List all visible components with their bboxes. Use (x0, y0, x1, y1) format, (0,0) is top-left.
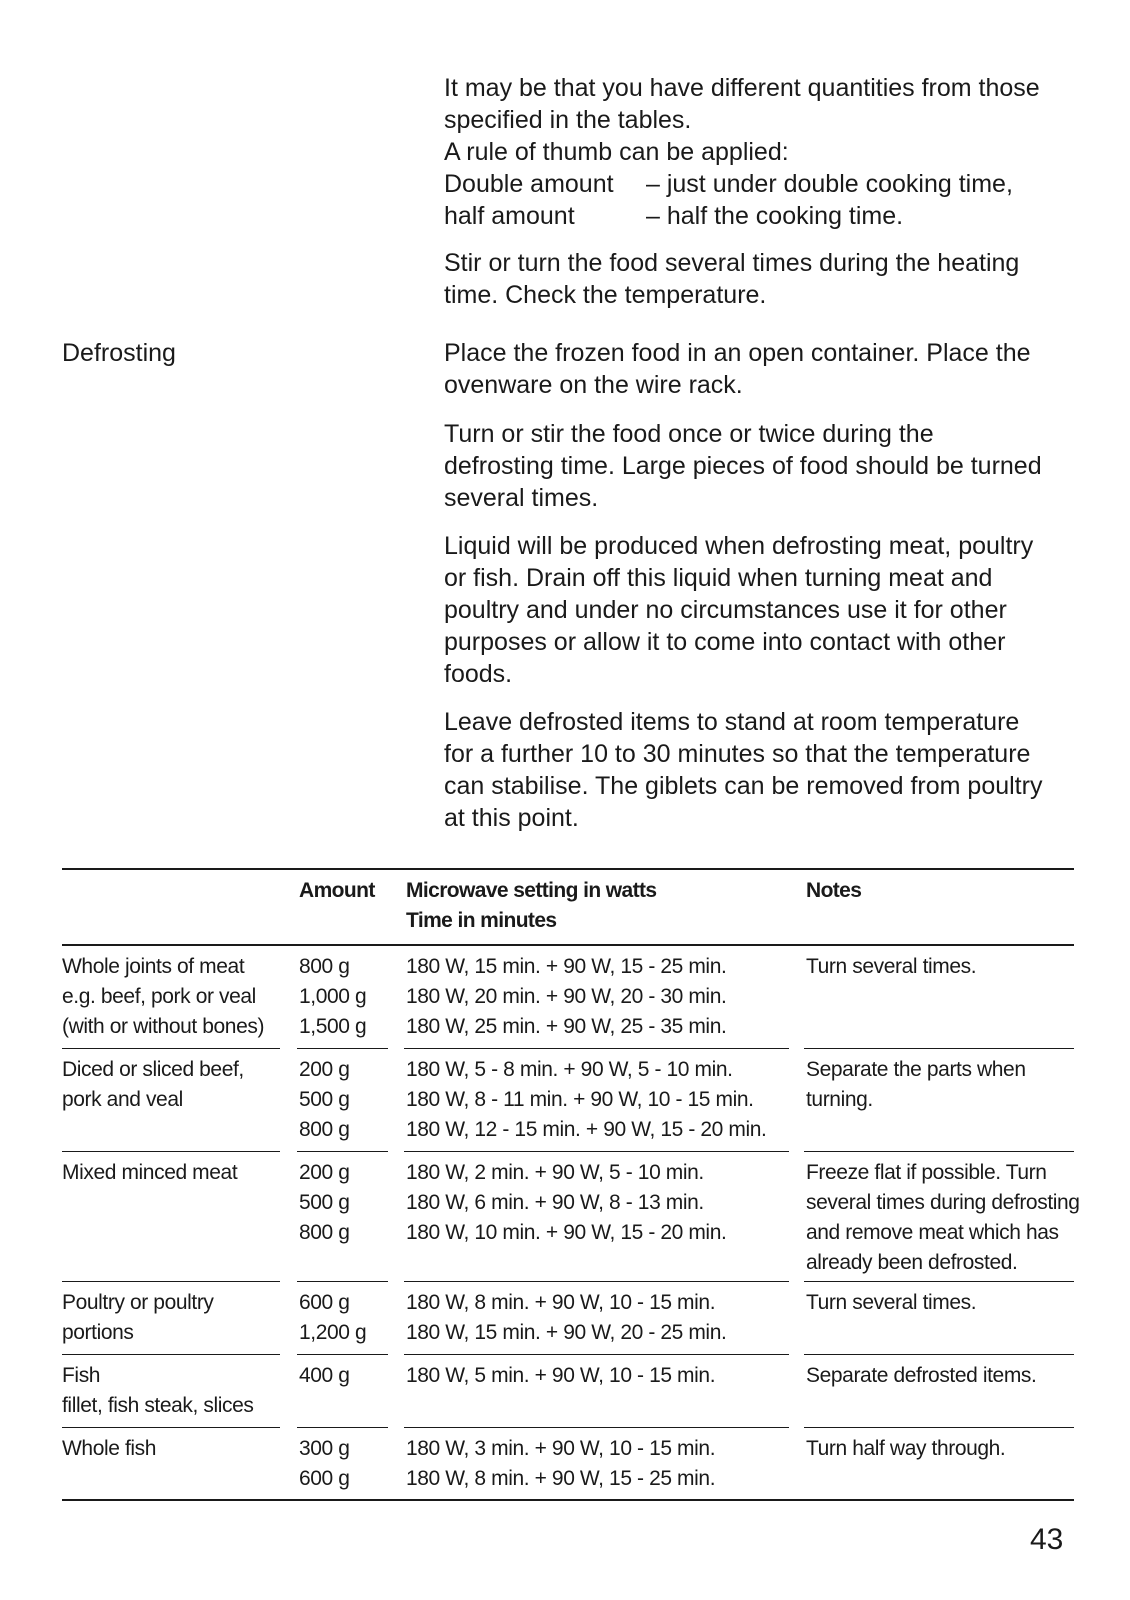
notes-line: Separate defrosted items. (806, 1364, 1037, 1387)
row-separator (404, 1354, 789, 1355)
row-separator (297, 1354, 388, 1355)
paragraph-line: Stir or turn the food several times during the heating (444, 249, 1020, 277)
header-setting-line: Time in minutes (406, 909, 557, 932)
amount-cell (299, 1158, 350, 1248)
setting-cell (406, 1288, 726, 1348)
notes-cell (806, 1055, 1026, 1115)
row-separator (62, 1151, 280, 1152)
setting-line: 180 W, 8 - 11 min. + 90 W, 10 - 15 min. (406, 1088, 754, 1111)
row-separator (804, 1354, 1074, 1355)
food-line: fillet, fish steak, slices (62, 1394, 254, 1417)
paragraph-line: can stabilise. The giblets can be removed from poultry (444, 772, 1043, 800)
setting-line: 180 W, 15 min. + 90 W, 15 - 25 min. (406, 955, 727, 978)
notes-line: several times during defrosting (806, 1191, 1080, 1214)
table-bottom-rule (62, 1499, 1074, 1501)
rule-value: – just under double cooking time, (646, 170, 1013, 198)
notes-cell (806, 1361, 1036, 1391)
amount-line: 1,200 g (299, 1321, 367, 1344)
setting-cell (406, 1434, 715, 1494)
setting-line: 180 W, 5 min. + 90 W, 10 - 15 min. (406, 1364, 716, 1387)
notes-line: Turn half way through. (806, 1437, 1006, 1460)
amount-cell (299, 1361, 350, 1391)
food-line: portions (62, 1321, 134, 1344)
food-cell (62, 1361, 254, 1421)
header-setting (406, 876, 656, 936)
paragraph-line: time. Check the temperature. (444, 281, 767, 309)
row-separator (404, 1151, 789, 1152)
food-cell (62, 1288, 214, 1348)
setting-line: 180 W, 10 min. + 90 W, 15 - 20 min. (406, 1221, 727, 1244)
notes-line: turning. (806, 1088, 873, 1111)
amount-line: 200 g (299, 1058, 350, 1081)
food-cell (62, 1434, 156, 1464)
intro-line: A rule of thumb can be applied: (444, 138, 789, 166)
paragraph-line: several times. (444, 484, 599, 512)
header-setting-line: Microwave setting in watts (406, 879, 657, 902)
food-line: Mixed minced meat (62, 1161, 238, 1184)
intro-line: specified in the tables. (444, 106, 692, 134)
row-separator (804, 1281, 1074, 1282)
setting-line: 180 W, 8 min. + 90 W, 10 - 15 min. (406, 1291, 716, 1314)
defrost-paragraph-1 (444, 337, 1084, 401)
amount-line: 800 g (299, 1221, 350, 1244)
setting-line: 180 W, 2 min. + 90 W, 5 - 10 min. (406, 1161, 704, 1184)
setting-line: 180 W, 15 min. + 90 W, 20 - 25 min. (406, 1321, 727, 1344)
paragraph-line: foods. (444, 660, 513, 688)
rule-double (444, 168, 1084, 200)
row-separator (297, 1151, 388, 1152)
paragraph-line: Turn or stir the food once or twice during the (444, 420, 934, 448)
notes-line: Freeze flat if possible. Turn (806, 1161, 1047, 1184)
row-separator (297, 1281, 388, 1282)
setting-cell (406, 1158, 726, 1248)
header-bottom-rule (62, 944, 1074, 946)
amount-line: 300 g (299, 1437, 350, 1460)
row-separator (404, 1048, 789, 1049)
food-cell (62, 1158, 237, 1188)
notes-line: already been defrosted. (806, 1251, 1018, 1274)
setting-cell (406, 1055, 766, 1145)
setting-line: 180 W, 6 min. + 90 W, 8 - 13 min. (406, 1191, 704, 1214)
paragraph-line: Leave defrosted items to stand at room temperature (444, 708, 1020, 736)
setting-line: 180 W, 3 min. + 90 W, 10 - 15 min. (406, 1437, 716, 1460)
food-line: e.g. beef, pork or veal (62, 985, 256, 1008)
notes-cell (806, 1158, 1080, 1278)
amount-cell (299, 1434, 350, 1494)
amount-line: 1,000 g (299, 985, 367, 1008)
setting-cell (406, 1361, 715, 1391)
paragraph-line: ovenware on the wire rack. (444, 371, 743, 399)
notes-cell (806, 1288, 976, 1318)
food-cell (62, 952, 264, 1042)
defrost-paragraph-4 (444, 706, 1084, 834)
paragraph-line: Place the frozen food in an open container. Place the (444, 339, 1031, 367)
paragraph-line: defrosting time. Large pieces of food should be turned (444, 452, 1042, 480)
row-separator (804, 1048, 1074, 1049)
food-cell (62, 1055, 244, 1115)
table-top-rule (62, 868, 1074, 870)
food-line: Fish (62, 1364, 101, 1387)
row-separator (62, 1281, 280, 1282)
setting-line: 180 W, 8 min. + 90 W, 15 - 25 min. (406, 1467, 716, 1490)
food-line: pork and veal (62, 1088, 183, 1111)
header-notes: Notes (806, 879, 862, 902)
notes-cell (806, 1434, 1005, 1464)
intro-line: It may be that you have different quantities from those (444, 74, 1040, 102)
notes-line: Turn several times. (806, 1291, 977, 1314)
defrost-paragraph-2 (444, 418, 1084, 514)
food-line: Whole fish (62, 1437, 157, 1460)
food-line: (with or without bones) (62, 1015, 265, 1038)
notes-line: and remove meat which has (806, 1221, 1059, 1244)
row-separator (804, 1427, 1074, 1428)
setting-line: 180 W, 12 - 15 min. + 90 W, 15 - 20 min. (406, 1118, 767, 1141)
row-separator (404, 1427, 789, 1428)
row-separator (62, 1427, 280, 1428)
notes-line: Separate the parts when (806, 1058, 1026, 1081)
amount-cell (299, 1288, 366, 1348)
row-separator (804, 1151, 1074, 1152)
paragraph-line: at this point. (444, 804, 579, 832)
notes-cell (806, 952, 976, 982)
intro-paragraph (444, 72, 1084, 232)
amount-line: 400 g (299, 1364, 350, 1387)
stir-paragraph (444, 247, 1084, 311)
amount-line: 1,500 g (299, 1015, 367, 1038)
header-amount: Amount (299, 879, 375, 902)
amount-line: 800 g (299, 955, 350, 978)
setting-line: 180 W, 20 min. + 90 W, 20 - 30 min. (406, 985, 727, 1008)
food-line: Diced or sliced beef, (62, 1058, 244, 1081)
row-separator (297, 1048, 388, 1049)
page-number: 43 (1030, 1523, 1064, 1556)
paragraph-line: purposes or allow it to come into contact with other (444, 628, 1006, 656)
paragraph-line: or fish. Drain off this liquid when turning meat and (444, 564, 993, 592)
setting-line: 180 W, 5 - 8 min. + 90 W, 5 - 10 min. (406, 1058, 733, 1081)
defrost-paragraph-3 (444, 530, 1084, 690)
notes-line: Turn several times. (806, 955, 977, 978)
row-separator (404, 1281, 789, 1282)
food-line: Poultry or poultry (62, 1291, 214, 1314)
paragraph-line: for a further 10 to 30 minutes so that the temperature (444, 740, 1031, 768)
rule-label: Double amount (444, 170, 614, 198)
amount-line: 800 g (299, 1118, 350, 1141)
row-separator (62, 1048, 280, 1049)
row-separator (62, 1354, 280, 1355)
rule-half (444, 200, 1084, 232)
row-separator (297, 1427, 388, 1428)
amount-line: 600 g (299, 1291, 350, 1314)
food-line: Whole joints of meat (62, 955, 245, 978)
paragraph-line: poultry and under no circumstances use it for other (444, 596, 1007, 624)
amount-cell (299, 952, 366, 1042)
amount-line: 600 g (299, 1467, 350, 1490)
setting-cell (406, 952, 726, 1042)
paragraph-line: Liquid will be produced when defrosting meat, poultry (444, 532, 1034, 560)
amount-line: 200 g (299, 1161, 350, 1184)
amount-line: 500 g (299, 1088, 350, 1111)
setting-line: 180 W, 25 min. + 90 W, 25 - 35 min. (406, 1015, 727, 1038)
amount-cell (299, 1055, 350, 1145)
rule-label: half amount (444, 202, 575, 230)
section-heading: Defrosting (62, 339, 176, 367)
amount-line: 500 g (299, 1191, 350, 1214)
rule-value: – half the cooking time. (646, 202, 904, 230)
